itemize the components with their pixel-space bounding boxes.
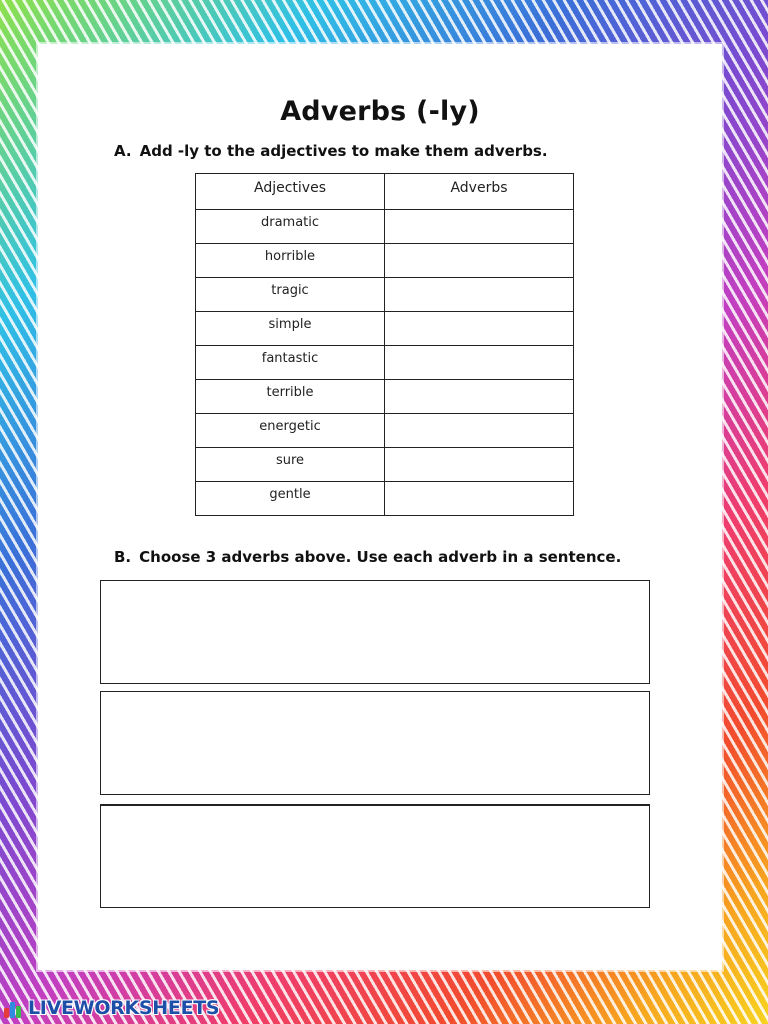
- instruction-a-text: Add -ly to the adjectives to make them adverbs.: [139, 142, 548, 160]
- adjective-cell: gentle: [196, 482, 385, 516]
- adjective-cell: energetic: [196, 414, 385, 448]
- sentence-input-3[interactable]: [101, 806, 649, 907]
- adverb-input[interactable]: [385, 414, 573, 447]
- adverb-input[interactable]: [385, 482, 573, 515]
- worksheet-page: [38, 44, 722, 970]
- adjective-cell: dramatic: [196, 210, 385, 244]
- adverb-input[interactable]: [385, 346, 573, 379]
- adverb-input[interactable]: [385, 448, 573, 481]
- table-row: [196, 346, 574, 380]
- adverb-cell: [385, 278, 574, 312]
- adverb-cell: [385, 414, 574, 448]
- instruction-a-letter: A.: [114, 142, 132, 160]
- adjective-cell: terrible: [196, 380, 385, 414]
- sentence-box-3: [100, 804, 650, 908]
- table-header-row: [196, 174, 574, 210]
- table-row: [196, 210, 574, 244]
- adverb-cell: [385, 346, 574, 380]
- adverb-input[interactable]: [385, 210, 573, 243]
- adverb-input[interactable]: [385, 278, 573, 311]
- table-row: [196, 312, 574, 346]
- adverb-cell: [385, 210, 574, 244]
- adjective-cell: sure: [196, 448, 385, 482]
- sentence-box-2: [100, 691, 650, 795]
- adverb-cell: [385, 448, 574, 482]
- adverb-input[interactable]: [385, 312, 573, 345]
- header-adjectives: Adjectives: [196, 174, 385, 210]
- table-row: [196, 380, 574, 414]
- sentence-box-1: [100, 580, 650, 684]
- adverb-input[interactable]: [385, 244, 573, 277]
- adverb-input[interactable]: [385, 380, 573, 413]
- instruction-a: [114, 142, 548, 160]
- sentence-input-2[interactable]: [101, 692, 649, 794]
- table-row: [196, 482, 574, 516]
- liveworksheets-logo[interactable]: [4, 996, 219, 1020]
- table-row: [196, 244, 574, 278]
- logo-bars-icon: [4, 998, 26, 1018]
- adverb-cell: [385, 312, 574, 346]
- table-row: [196, 448, 574, 482]
- instruction-b-text: Choose 3 adverbs above. Use each adverb in a sentence.: [139, 548, 622, 566]
- page-title: Adverbs (-ly): [280, 96, 480, 127]
- sentence-input-1[interactable]: [101, 581, 649, 683]
- adjective-cell: tragic: [196, 278, 385, 312]
- header-adverbs: Adverbs: [385, 174, 574, 210]
- logo-text: LIVEWORKSHEETS: [28, 997, 220, 1019]
- adverb-cell: [385, 244, 574, 278]
- adverb-cell: [385, 380, 574, 414]
- instruction-b: [114, 548, 621, 566]
- adverb-cell: [385, 482, 574, 516]
- instruction-b-letter: B.: [114, 548, 132, 566]
- adjective-cell: fantastic: [196, 346, 385, 380]
- adjectives-table: [195, 173, 574, 516]
- table-row: [196, 278, 574, 312]
- adjective-cell: horrible: [196, 244, 385, 278]
- adjective-cell: simple: [196, 312, 385, 346]
- table-row: [196, 414, 574, 448]
